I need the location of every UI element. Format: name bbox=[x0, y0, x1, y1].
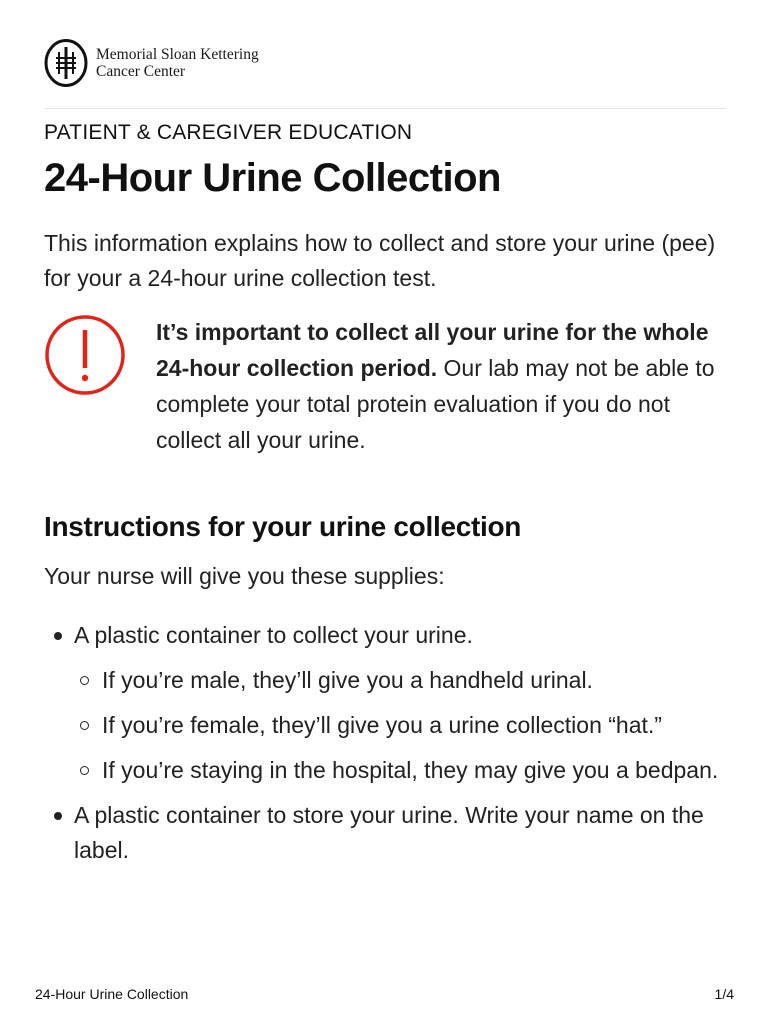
list-item bbox=[44, 618, 724, 653]
alert-bold-text: It’s important to collect all your urine for the whole 24-hour collection period. bbox=[156, 319, 709, 381]
sublist-item-text: If you’re male, they’ll give you a handheld urinal. bbox=[102, 667, 593, 693]
list-item bbox=[44, 798, 724, 868]
sublist-item bbox=[44, 753, 724, 788]
intro-paragraph: This information explains how to collect and store your urine (pee) for your a 24-hour urine collection test. bbox=[44, 230, 716, 291]
supplies-list bbox=[44, 618, 724, 878]
bullet-icon bbox=[54, 632, 62, 640]
alert-body-text: Our lab may not be able to complete your total protein evaluation if you do not collect all your urine. bbox=[156, 355, 715, 453]
hollow-bullet-icon bbox=[80, 721, 89, 730]
hollow-bullet-icon bbox=[80, 676, 89, 685]
header-divider bbox=[44, 108, 726, 109]
page-title: 24-Hour Urine Collection bbox=[44, 156, 501, 200]
org-name-line2: Cancer Center bbox=[96, 63, 186, 80]
sublist-item-text: If you’re staying in the hospital, they may give you a bedpan. bbox=[102, 757, 719, 783]
org-name-line1: Memorial Sloan Kettering bbox=[96, 46, 259, 63]
list-item-text: A plastic container to store your urine. Write your name on the label. bbox=[74, 802, 704, 863]
hollow-bullet-icon bbox=[80, 766, 89, 775]
msk-logo-icon bbox=[44, 38, 88, 88]
bullet-icon bbox=[54, 812, 62, 820]
sublist-item bbox=[44, 663, 724, 698]
exclamation-circle-icon bbox=[44, 314, 126, 396]
section-eyebrow: PATIENT & CAREGIVER EDUCATION bbox=[44, 121, 413, 144]
section-heading: Instructions for your urine collection bbox=[44, 511, 522, 542]
page-header bbox=[44, 38, 259, 88]
sublist-item-text: If you’re female, they’ll give you a urine collection “hat.” bbox=[102, 712, 662, 738]
page-number: 1/4 bbox=[714, 986, 734, 1002]
org-name bbox=[96, 46, 259, 80]
supplies-intro: Your nurse will give you these supplies: bbox=[44, 563, 445, 589]
footer-title: 24-Hour Urine Collection bbox=[35, 986, 189, 1002]
list-item-text: A plastic container to collect your urine. bbox=[74, 622, 473, 648]
alert-callout bbox=[156, 314, 731, 458]
sublist-item bbox=[44, 708, 724, 743]
